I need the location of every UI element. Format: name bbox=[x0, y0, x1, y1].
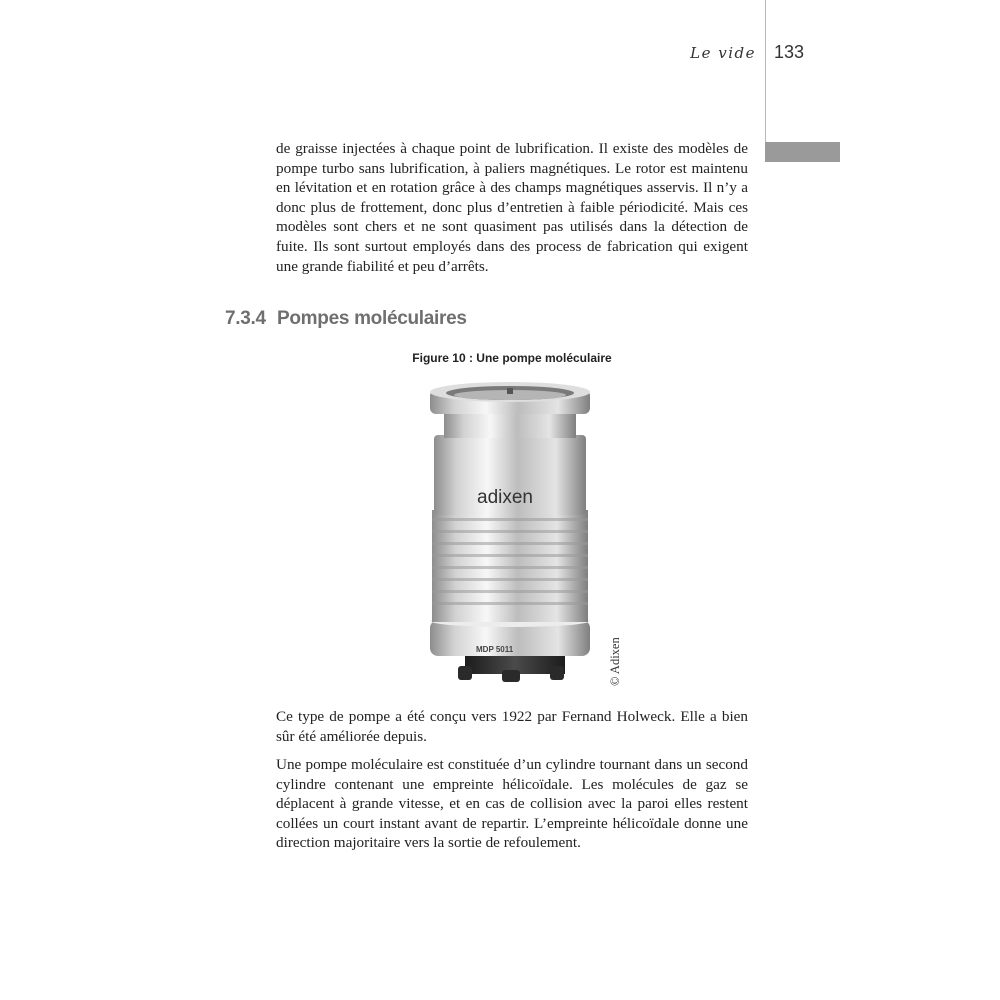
page-number: 133 bbox=[774, 42, 805, 62]
paragraph-principle: Une pompe moléculaire est constituée d’un cylindre tournant dans un second cylindre contenant une empreinte hélicoïdale. Les molécules de gaz se déplacent à grande vitesse, et en cas de collision avec la paroi elles restent collées un court instant avant de repartir. L’empreinte hélicoïdale donne une direction majoritaire vers la sortie de refoulement. bbox=[276, 756, 748, 852]
running-head: Le vide bbox=[690, 44, 756, 62]
section-number: 7.3.4 bbox=[225, 308, 266, 329]
section-heading bbox=[225, 308, 467, 330]
molecular-pump-photo bbox=[410, 380, 610, 690]
photo-credit: © Adixen bbox=[608, 637, 622, 686]
paragraph-lubrication: de graisse injectées à chaque point de lubrification. Il existe des modèles de pompe turbo sans lubrification, à paliers magnétiques. Le rotor est maintenu en lévitation et en rotation grâce à des champs magnétiques asservis. Il n’y a donc plus de frottement, donc plus d’entretien à faible périodicité. Mais ces modèles sont chers et ne sont quasiment pas utilisés dans la détection de fuite. Ils sont surtout employés dans des process de fabrication qui exigent une grande fiabilité et peu d’arrêts. bbox=[276, 140, 748, 275]
margin-rule bbox=[765, 0, 766, 162]
chapter-thumb-tab bbox=[765, 142, 840, 162]
section-title: Pompes moléculaires bbox=[277, 308, 467, 329]
brand-label: adixen bbox=[477, 487, 533, 508]
model-label: MDP 5011 bbox=[476, 645, 514, 654]
figure-caption: Figure 10 : Une pompe moléculaire bbox=[412, 351, 612, 365]
paragraph-history: Ce type de pompe a été conçu vers 1922 par Fernand Holweck. Elle a bien sûr été améliorée depuis. bbox=[276, 708, 748, 745]
